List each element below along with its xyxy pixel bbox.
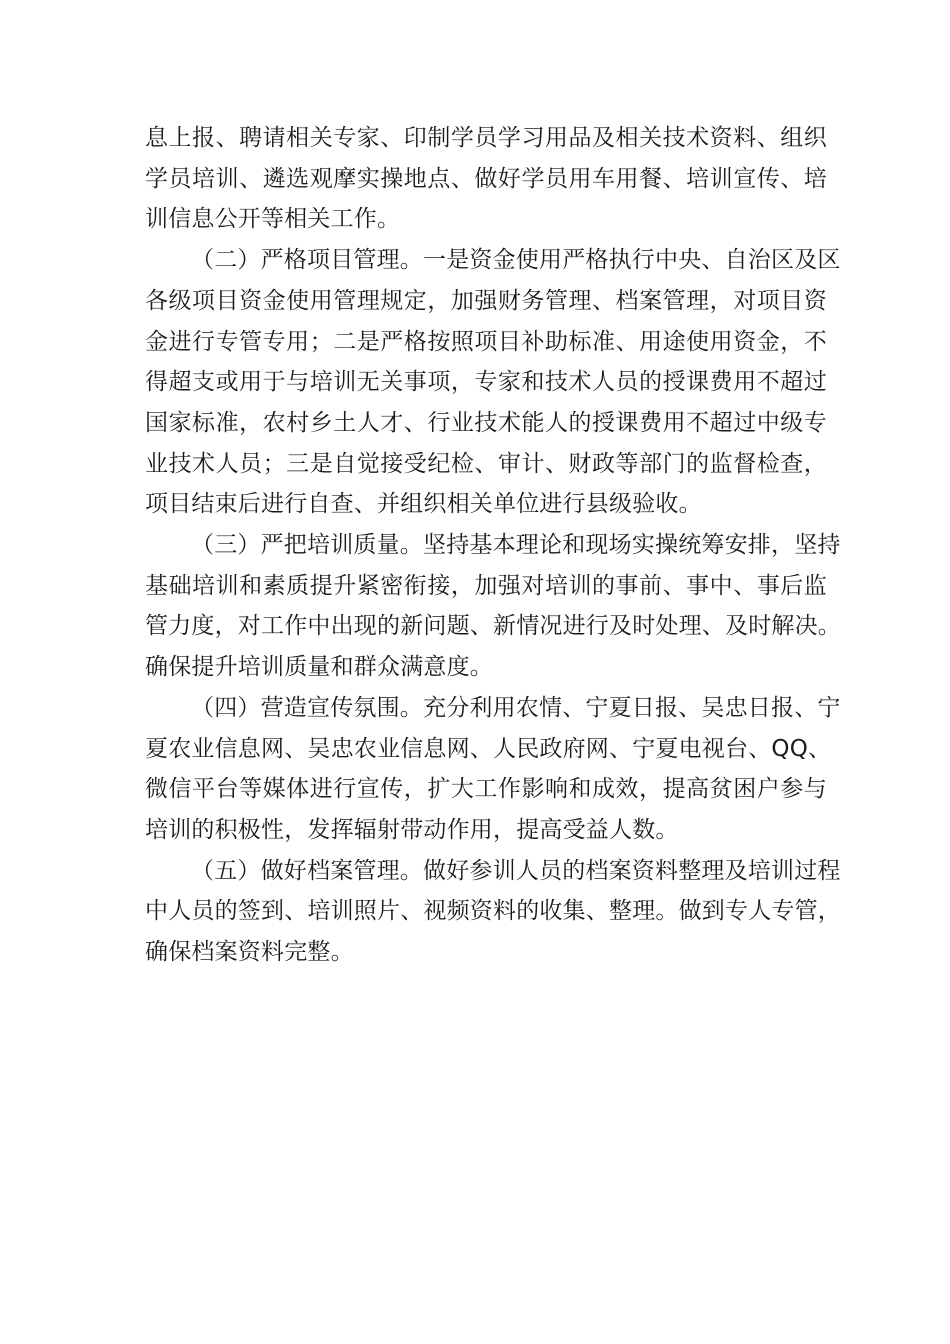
- text-line: （五）做好档案管理。做好参训人员的档案资料整理及培训过程: [191, 857, 841, 884]
- text-line: （四）营造宣传氛围。充分利用农情、宁夏日报、吴忠日报、宁: [191, 694, 841, 721]
- text-line: 各级项目资金使用管理规定，加强财务管理、档案管理，对项目资: [145, 287, 827, 314]
- text-line: （二）严格项目管理。一是资金使用严格执行中央、自治区及区: [191, 247, 841, 274]
- text-line: 项目结束后进行自查、并组织相关单位进行县级验收。: [145, 491, 702, 518]
- text-line: 训信息公开等相关工作。: [145, 206, 401, 233]
- text-line: 学员培训、遴选观摩实操地点、做好学员用车用餐、培训宣传、培: [145, 165, 827, 192]
- text-line: 确保档案资料完整。: [145, 939, 354, 966]
- paragraph-training-quality: [145, 525, 841, 688]
- text-line: 夏农业信息网、吴忠农业信息网、人民政府网、宁夏电视台、QQ、: [145, 735, 832, 762]
- text-line: 业技术人员；三是自觉接受纪检、审计、财政等部门的监督检查，: [145, 450, 827, 477]
- text-line: 确保提升培训质量和群众满意度。: [145, 654, 493, 681]
- text-line: （三）严把培训质量。坚持基本理论和现场实操统筹安排，坚持: [191, 532, 841, 559]
- paragraph-intro-continuation: [145, 118, 827, 240]
- paragraph-project-management: [145, 240, 841, 525]
- paragraph-archive-management: [145, 851, 841, 973]
- text-line: 微信平台等媒体进行宣传，扩大工作影响和成效，提高贫困户参与: [145, 776, 827, 803]
- text-line: 得超支或用于与培训无关事项，专家和技术人员的授课费用不超过: [145, 369, 827, 396]
- text-line: 国家标准，农村乡土人才、行业技术能人的授课费用不超过中级专: [145, 409, 827, 436]
- paragraph-publicity: [145, 688, 841, 851]
- text-line: 息上报、聘请相关专家、印制学员学习用品及相关技术资料、组织: [145, 125, 827, 151]
- text-line: 金进行专管专用；二是严格按照项目补助标准、用途使用资金，不: [145, 328, 827, 355]
- text-line: 基础培训和素质提升紧密衔接，加强对培训的事前、事中、事后监: [145, 572, 827, 599]
- document-body: [145, 118, 841, 973]
- text-line: 管力度，对工作中出现的新问题、新情况进行及时处理、及时解决。: [145, 613, 841, 640]
- text-line: 培训的积极性，发挥辐射带动作用，提高受益人数。: [145, 816, 679, 843]
- text-line: 中人员的签到、培训照片、视频资料的收集、整理。做到专人专管，: [145, 898, 841, 925]
